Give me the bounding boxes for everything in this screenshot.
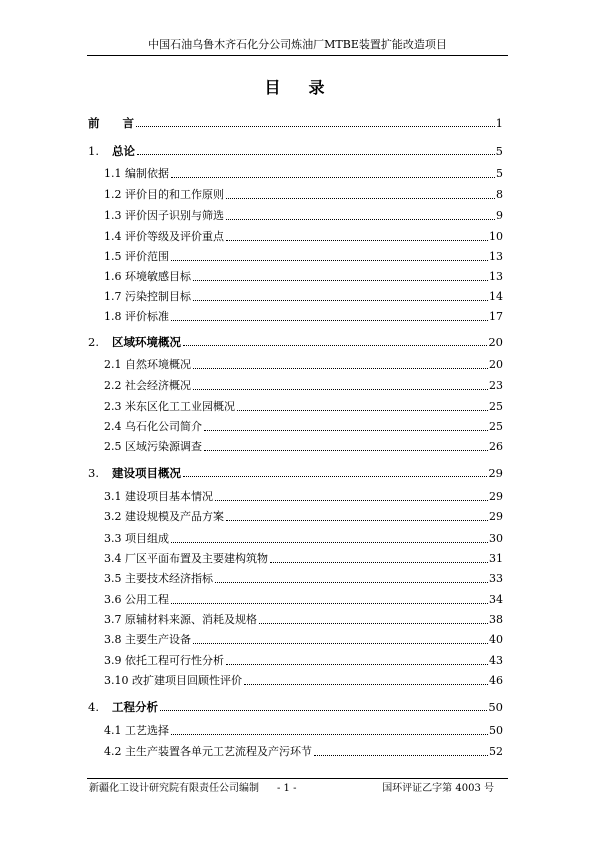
toc-chapter-number: 3.	[88, 466, 99, 480]
toc-page-number: 20	[489, 358, 503, 371]
toc-entry-label	[104, 290, 191, 304]
toc-entry-label	[104, 633, 191, 647]
toc-entry-label	[88, 335, 181, 349]
toc-page-number: 46	[489, 674, 503, 687]
toc-subsection-entry[interactable]	[104, 207, 503, 223]
toc-page-number: 33	[489, 572, 503, 585]
toc-entry-label	[104, 400, 235, 414]
toc-entry-label	[88, 700, 158, 714]
toc-dot-leader	[270, 561, 488, 563]
toc-entry-label	[104, 510, 224, 524]
toc-entry-text: 3.3 项目组成	[104, 532, 169, 545]
toc-page-number: 13	[489, 270, 503, 283]
toc-entry-label	[104, 724, 169, 738]
toc-page-number: 29	[488, 466, 503, 480]
toc-entry-text: 2.2 社会经济概况	[104, 379, 191, 392]
toc-subsection-entry[interactable]	[104, 186, 503, 202]
toc-page-number: 5	[496, 167, 503, 180]
toc-entry-label	[104, 188, 224, 202]
toc-page-number: 20	[488, 335, 503, 349]
toc-entry-label	[104, 745, 312, 759]
toc-entry-label	[104, 209, 224, 223]
toc-entry-label	[104, 490, 213, 504]
toc-entry-label	[104, 593, 169, 607]
toc-entry-label	[104, 270, 191, 284]
toc-page-number: 50	[489, 724, 503, 737]
toc-entry-label	[104, 250, 169, 264]
toc-dot-leader	[259, 622, 488, 624]
toc-subsection-entry[interactable]	[104, 438, 503, 454]
toc-entry-text: 工程分析	[112, 700, 158, 714]
toc-subsection-entry[interactable]	[104, 652, 503, 668]
toc-dot-leader	[171, 602, 488, 604]
toc-page-number: 10	[489, 230, 503, 243]
toc-entry-text: 1.8 评价标准	[104, 310, 169, 323]
toc-dot-leader	[226, 197, 495, 199]
toc-subsection-entry[interactable]	[104, 165, 503, 181]
toc-entry-label	[104, 440, 202, 454]
toc-page-number: 40	[489, 633, 503, 646]
toc-section-entry[interactable]	[88, 114, 503, 130]
toc-subsection-entry[interactable]	[104, 356, 503, 372]
toc-entry-label	[88, 144, 135, 158]
toc-dot-leader	[226, 663, 488, 665]
toc-page-number: 25	[489, 400, 503, 413]
toc-entry-label	[104, 613, 257, 627]
toc-entry-text: 1.6 环境敏感目标	[104, 270, 191, 283]
page-header: 中国石油乌鲁木齐石化分公司炼油厂MTBE装置扩能改造项目	[87, 38, 508, 56]
toc-dot-leader	[193, 279, 488, 281]
toc-page-number: 26	[489, 440, 503, 453]
toc-page-number: 25	[489, 420, 503, 433]
toc-dot-leader	[226, 519, 488, 521]
toc-entry-text: 3.5 主要技术经济指标	[104, 572, 213, 585]
toc-entry-text: 2.1 自然环境概况	[104, 358, 191, 371]
toc-page-number: 1	[495, 116, 503, 130]
toc-section-entry[interactable]	[88, 698, 503, 714]
toc-dot-leader	[193, 642, 488, 644]
toc-page-number: 29	[489, 510, 503, 523]
toc-subsection-entry[interactable]	[104, 418, 503, 434]
toc-entry-text: 1.7 污染控制目标	[104, 290, 191, 303]
toc-subsection-entry[interactable]	[104, 488, 503, 504]
toc-page-number: 31	[489, 552, 503, 565]
toc-page-number: 38	[489, 613, 503, 626]
toc-entry-label	[104, 654, 224, 668]
toc-subsection-entry[interactable]	[104, 550, 503, 566]
toc-dot-leader	[215, 581, 488, 583]
toc-dot-leader	[160, 709, 487, 711]
toc-dot-leader	[226, 218, 495, 220]
toc-page-number: 29	[489, 490, 503, 503]
footer-page-number: - 1 -	[277, 783, 297, 794]
toc-entry-text: 3.2 建设规模及产品方案	[104, 510, 224, 523]
toc-dot-leader	[193, 367, 488, 369]
toc-entry-label	[104, 310, 169, 324]
footer-divider	[87, 778, 508, 779]
toc-chapter-number: 4.	[88, 700, 99, 714]
toc-entry-text: 1.1 编制依据	[104, 167, 169, 180]
toc-subsection-entry[interactable]	[104, 288, 503, 304]
toc-entry-text: 3.1 建设项目基本情况	[104, 490, 213, 503]
toc-page-number: 17	[489, 310, 503, 323]
toc-entry-text: 1.2 评价目的和工作原则	[104, 188, 224, 201]
toc-subsection-entry[interactable]	[104, 611, 503, 627]
toc-subsection-entry[interactable]	[104, 672, 503, 688]
toc-page-number: 9	[496, 209, 503, 222]
toc-dot-leader	[171, 541, 488, 543]
toc-dot-leader	[244, 683, 488, 685]
toc-dot-leader	[171, 176, 495, 178]
toc-page-number: 13	[489, 250, 503, 263]
toc-entry-text: 1.3 评价因子识别与筛选	[104, 209, 224, 222]
toc-dot-leader	[215, 499, 488, 501]
toc-subsection-entry[interactable]	[104, 377, 503, 393]
toc-page-number: 14	[489, 290, 503, 303]
toc-entry-text: 4.2 主生产装置各单元工艺流程及产污环节	[104, 745, 312, 758]
toc-entry-label	[104, 532, 169, 546]
toc-entry-text: 3.9 依托工程可行性分析	[104, 654, 224, 667]
toc-subsection-entry[interactable]	[104, 631, 503, 647]
toc-section-entry[interactable]	[88, 333, 503, 349]
toc-page-number: 43	[489, 654, 503, 667]
toc-dot-leader	[193, 388, 488, 390]
toc-dot-leader	[314, 754, 488, 756]
toc-page-number: 50	[488, 700, 503, 714]
footer-certificate-number: 国环评证乙字第 4003 号	[382, 783, 494, 794]
toc-page-number: 8	[496, 188, 503, 201]
toc-entry-text: 3.4 厂区平面布置及主要建构筑物	[104, 552, 268, 565]
toc-entry-text: 前 言	[88, 116, 134, 130]
toc-dot-leader	[183, 475, 487, 477]
toc-entry-label	[104, 420, 202, 434]
toc-entry-label	[104, 572, 213, 586]
toc-dot-leader	[171, 733, 488, 735]
toc-subsection-entry[interactable]	[104, 308, 503, 324]
footer-organization: 新疆化工设计研究院有限责任公司编制	[89, 783, 259, 794]
toc-chapter-number: 1.	[88, 144, 99, 158]
toc-section-entry[interactable]	[88, 142, 503, 158]
toc-subsection-entry[interactable]	[104, 228, 503, 244]
toc-dot-leader	[204, 449, 488, 451]
toc-subsection-entry[interactable]	[104, 530, 503, 546]
toc-entry-text: 3.6 公用工程	[104, 593, 169, 606]
toc-entry-label	[104, 674, 242, 688]
page-title: 目 录	[264, 78, 331, 97]
toc-entry-text: 4.1 工艺选择	[104, 724, 169, 737]
toc-entry-text: 2.5 区域污染源调查	[104, 440, 202, 453]
toc-entry-text: 2.3 米东区化工工业园概况	[104, 400, 235, 413]
toc-page-number: 23	[489, 379, 503, 392]
toc-subsection-entry[interactable]	[104, 570, 503, 586]
page-footer	[87, 782, 508, 796]
toc-subsection-entry[interactable]	[104, 398, 503, 414]
toc-entry-label	[88, 466, 181, 480]
toc-entry-text: 1.5 评价范围	[104, 250, 169, 263]
toc-dot-leader	[137, 153, 495, 155]
toc-chapter-number: 2.	[88, 335, 99, 349]
toc-entry-label	[104, 552, 268, 566]
toc-entry-text: 总论	[112, 144, 135, 158]
toc-entry-text: 2.4 乌石化公司简介	[104, 420, 202, 433]
toc-entry-text: 1.4 评价等级及评价重点	[104, 230, 224, 243]
toc-dot-leader	[204, 429, 488, 431]
toc-dot-leader	[183, 344, 487, 346]
toc-entry-label	[104, 230, 224, 244]
toc-subsection-entry[interactable]	[104, 743, 503, 759]
toc-subsection-entry[interactable]	[104, 508, 503, 524]
toc-dot-leader	[193, 299, 488, 301]
toc-dot-leader	[171, 259, 488, 261]
toc-dot-leader	[226, 239, 488, 241]
toc-page-number: 52	[489, 745, 503, 758]
toc-page-number: 34	[489, 593, 503, 606]
toc-dot-leader	[136, 125, 495, 127]
toc-entry-text: 区域环境概况	[112, 335, 181, 349]
toc-entry-label	[104, 379, 191, 393]
toc-subsection-entry[interactable]	[104, 722, 503, 738]
toc-entry-text: 3.10 改扩建项目回顾性评价	[104, 674, 242, 687]
toc-page-number: 5	[495, 144, 503, 158]
toc-entry-text: 3.7 原辅材料来源、消耗及规格	[104, 613, 257, 626]
toc-dot-leader	[171, 319, 488, 321]
toc-subsection-entry[interactable]	[104, 248, 503, 264]
toc-page-number: 30	[489, 532, 503, 545]
toc-entry-label	[88, 116, 134, 130]
toc-dot-leader	[237, 409, 488, 411]
toc-subsection-entry[interactable]	[104, 268, 503, 284]
toc-subsection-entry[interactable]	[104, 591, 503, 607]
toc-entry-text: 建设项目概况	[112, 466, 181, 480]
toc-section-entry[interactable]	[88, 464, 503, 480]
toc-entry-label	[104, 167, 169, 181]
toc-entry-text: 3.8 主要生产设备	[104, 633, 191, 646]
toc-entry-label	[104, 358, 191, 372]
